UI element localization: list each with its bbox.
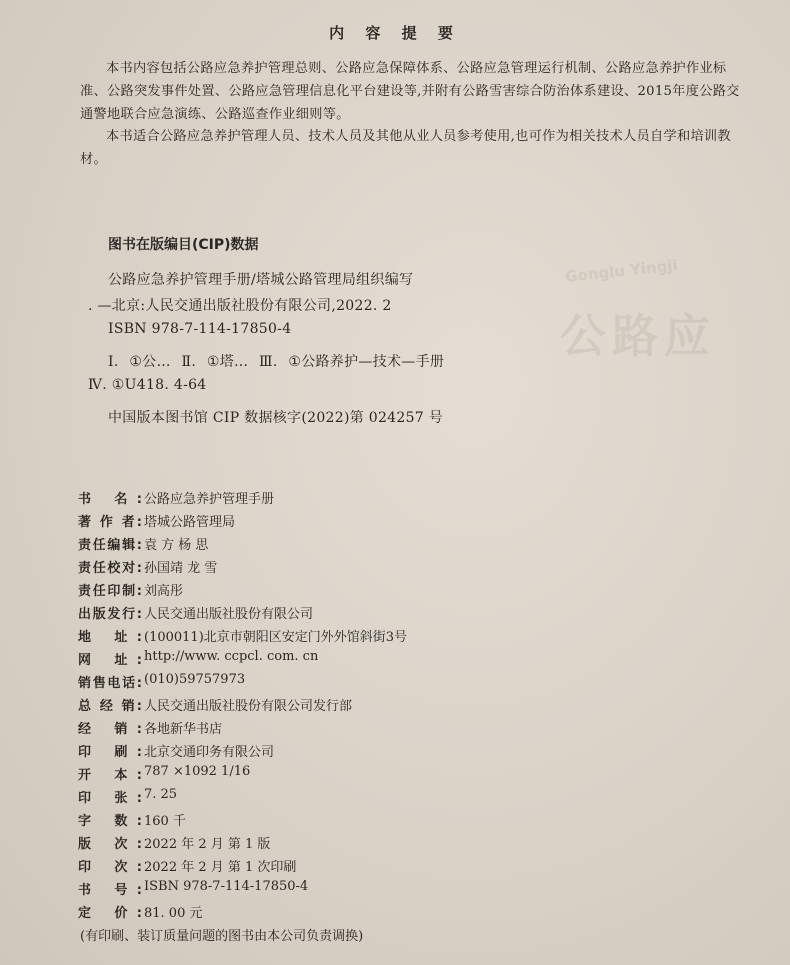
info-label: 责任编辑: [78,538,142,553]
info-label: 销售电话: [78,676,142,691]
quality-note: (有印刷、装订质量问题的图书由本公司负责调换) [80,929,364,944]
info-label: 书 号: [78,883,142,898]
info-label: 印 张: [78,791,142,806]
cip-line-record-number: 中国版本图书馆 CIP 数据核字(2022)第 024257 号 [108,410,444,426]
info-value: 人民交通出版社股份有限公司发行部 [144,699,353,714]
info-label: 印 次: [78,860,142,875]
info-value: 2022 年 2 月 第 1 版 [144,837,271,852]
cip-line-title: 公路应急养护管理手册/塔城公路管理局组织编写 [108,272,414,288]
cip-heading: 图书在版编目(CIP)数据 [108,237,259,253]
info-value: 北京交通印务有限公司 [144,745,275,760]
page-title: 内 容 提 要 [329,24,461,42]
info-value: 塔城公路管理局 [144,515,236,530]
info-label: 定 价: [78,906,142,921]
info-label: 版 次: [78,837,142,852]
info-label: 网 址: [78,653,142,668]
info-value: 160 千 [144,814,186,829]
info-value: 787 ×1092 1/16 [144,764,251,779]
info-label: 书 名: [78,492,142,507]
info-value: 公路应急养护管理手册 [144,492,275,507]
info-value: ISBN 978-7-114-17850-4 [144,879,309,894]
info-value: 袁 方 杨 思 [144,538,209,553]
info-value: 刘高彤 [144,584,184,599]
info-label: 责任印制: [78,584,142,599]
info-value: 人民交通出版社股份有限公司 [144,607,314,622]
info-label: 责任校对: [78,561,142,576]
info-label: 开 本: [78,768,142,783]
info-label: 经 销: [78,722,142,737]
cip-line-isbn: ISBN 978-7-114-17850-4 [108,321,292,337]
bleed-through-text: Gonglu Yingji [564,256,679,286]
info-label: 出版发行: [78,607,142,622]
info-label: 印 刷: [78,745,142,760]
cip-line-subjects: Ⅰ. ①公… Ⅱ. ①塔… Ⅲ. ①公路养护—技术—手册 [108,354,445,370]
cip-line-classification: Ⅳ. ①U418. 4-64 [88,377,207,393]
info-value: http://www. ccpcl. com. cn [144,649,319,664]
bleed-through-title: 公路应 [560,309,716,363]
summary-paragraph-2: 本书适合公路应急养护管理人员、技术人员及其他从业人员参考使用,也可作为相关技术人员自学和培训教材。 [80,129,731,167]
summary-paragraph-1: 本书内容包括公路应急养护管理总则、公路应急保障体系、公路应急管理运行机制、公路应急养护作业标准、公路突发事件处置、公路应急管理信息化平台建设等,并附有公路雪害综合防治体系建设、2015年度公路交通警地联合应急演练、公路巡查作业细则等。 [80,61,740,122]
info-label: 字 数: [78,814,142,829]
info-value: 7. 25 [144,787,178,802]
info-value: (010)59757973 [144,672,246,687]
info-label: 著 作 者: [78,515,142,530]
info-value: 81. 00 元 [144,906,203,921]
info-label: 总 经 销: [78,699,142,714]
info-value: 孙国靖 龙 雪 [144,561,218,576]
info-value: 各地新华书店 [144,722,223,737]
cip-line-publisher: . —北京:人民交通出版社股份有限公司,2022. 2 [88,298,392,314]
info-value: (100011)北京市朝阳区安定门外外馆斜街3号 [144,630,408,645]
info-label: 地 址: [78,630,142,645]
info-value: 2022 年 2 月 第 1 次印刷 [144,860,297,875]
